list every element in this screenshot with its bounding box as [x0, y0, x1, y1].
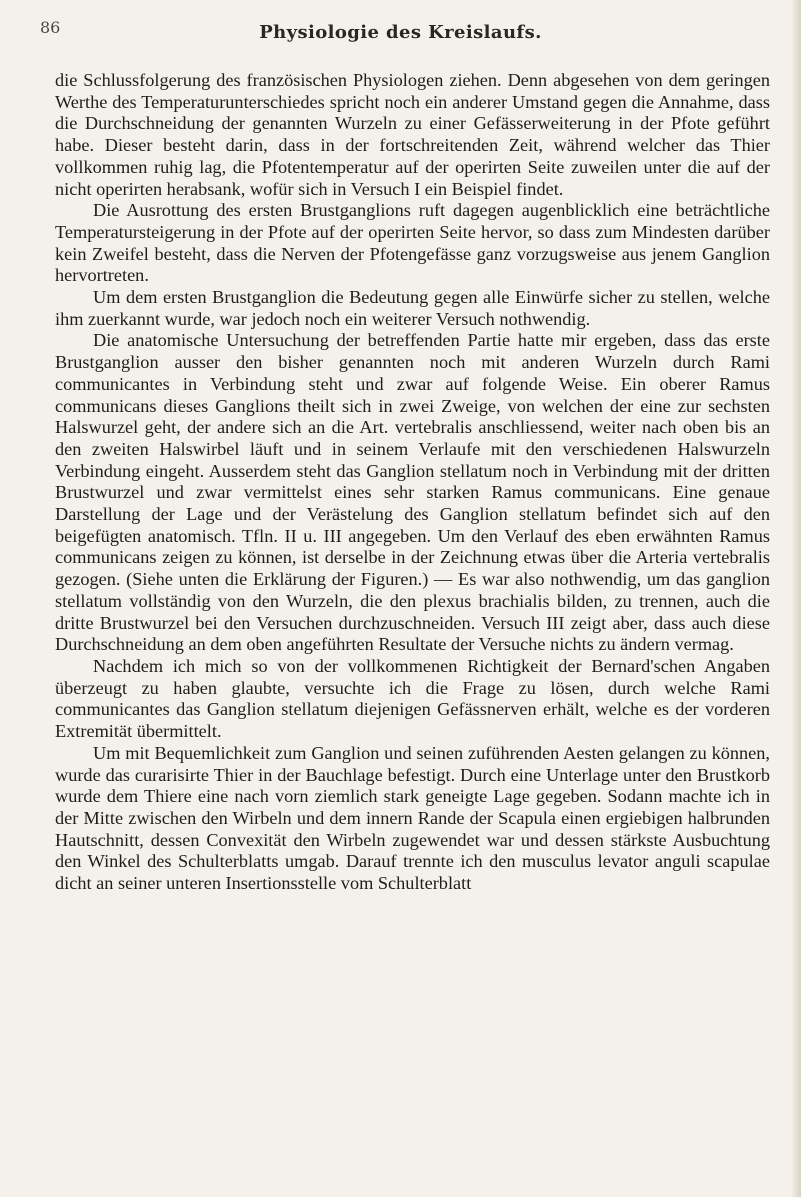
paragraph-5: Nachdem ich mich so von der vollkommenen Richtigkeit der Bernard'schen Angaben überzeugt zu haben glaubte, versuchte ich die Frage zu lösen, durch welche Rami communicantes das Ganglion stellatum diejenigen Gefässnerven erhält, welche es der vorderen Extremität übermittelt.: [55, 655, 770, 742]
body-text: [55, 70, 770, 895]
page-number: 86: [40, 18, 61, 37]
paragraph-1: die Schlussfolgerung des französischen Physiologen ziehen. Denn abgesehen von dem geringen Werthe des Temperaturunterschiedes spricht noch ein anderer Umstand gegen die Annahme, dass die Durchschneidung der genannten Wurzeln zu einer Gefässerweiterung in der Pfote geführt habe. Dieser besteht darin, dass in der fortschreitenden Zeit, während welcher das Thier vollkommen ruhig lag, die Pfotentemperatur auf der operirten Seite zuweilen unter die auf der nicht operirten herabsank, wofür sich in Versuch I ein Beispiel findet.: [55, 70, 770, 199]
paragraph-4: Die anatomische Untersuchung der betreffenden Partie hatte mir ergeben, dass das erste Brustganglion ausser den bisher genannten noch mit anderen Wurzeln durch Rami communicantes in Verbindung steht und zwar auf folgende Weise. Ein oberer Ramus communicans dieses Ganglions theilt sich in zwei Zweige, von welchen der eine zur sechsten Halswurzel geht, der andere sich an die Art. vertebralis anschliessend, weiter nach oben bis an den zweiten Halswirbel läuft und in seinem Verlaufe mit den verschiedenen Halswurzeln Verbindung eingeht. Ausserdem steht das Ganglion stellatum noch in Verbindung mit der dritten Brustwurzel und zwar vermittelst eines sehr starken Ramus communicans. Eine genaue Darstellung der Lage und der Verästelung des Ganglion stellatum befindet sich auf den beigefügten anatomisch. Tfln. II u. III angegeben. Um den Verlauf des eben erwähnten Ramus communicans zeigen zu können, ist derselbe in der Zeichnung etwas über die Arteria vertebralis gezogen. (Siehe unten die Erklärung der Figuren.) — Es war also nothwendig, um das ganglion stellatum vollständig von den Wurzeln, die den plexus brachialis bilden, zu trennen, auch die dritte Brustwurzel bei den Versuchen durchzuschneiden. Versuch III zeigt aber, dass auch diese Durchschneidung an dem oben angeführten Resultate der Versuche nichts zu ändern vermag.: [55, 330, 770, 655]
running-title: Physiologie des Kreislaufs.: [259, 22, 542, 43]
paragraph-6: Um mit Bequemlichkeit zum Ganglion und seinen zuführenden Aesten gelangen zu können, wurde das curarisirte Thier in der Bauchlage befestigt. Durch eine Unterlage unter den Brustkorb wurde dem Thiere eine nach vorn ziemlich stark geneigte Lage gegeben. Sodann machte ich in der Mitte zwischen den Wirbeln und dem innern Rande der Scapula einen ergiebigen halbrunden Hautschnitt, dessen Convexität den Wirbeln zugewendet war und dessen stärkste Ausbuchtung den Winkel des Schulterblatts umgab. Darauf trennte ich den musculus levator anguli scapulae dicht an seiner unteren Insertionsstelle vom Schulterblatt: [55, 742, 770, 894]
page-edge-shadow: [791, 0, 801, 1197]
paragraph-3: Um dem ersten Brustganglion die Bedeutung gegen alle Einwürfe sicher zu stellen, welche ihm zuerkannt wurde, war jedoch noch ein weiterer Versuch nothwendig.: [55, 287, 770, 329]
paragraph-2: Die Ausrottung des ersten Brustganglions ruft dagegen augenblicklich eine beträchtliche Temperatursteigerung in der Pfote auf der operirten Seite hervor, so dass zum Mindesten darüber kein Zweifel besteht, dass die Nerven der Pfotengefässe ganz vorzugsweise aus jenem Ganglion hervortreten.: [55, 200, 770, 286]
